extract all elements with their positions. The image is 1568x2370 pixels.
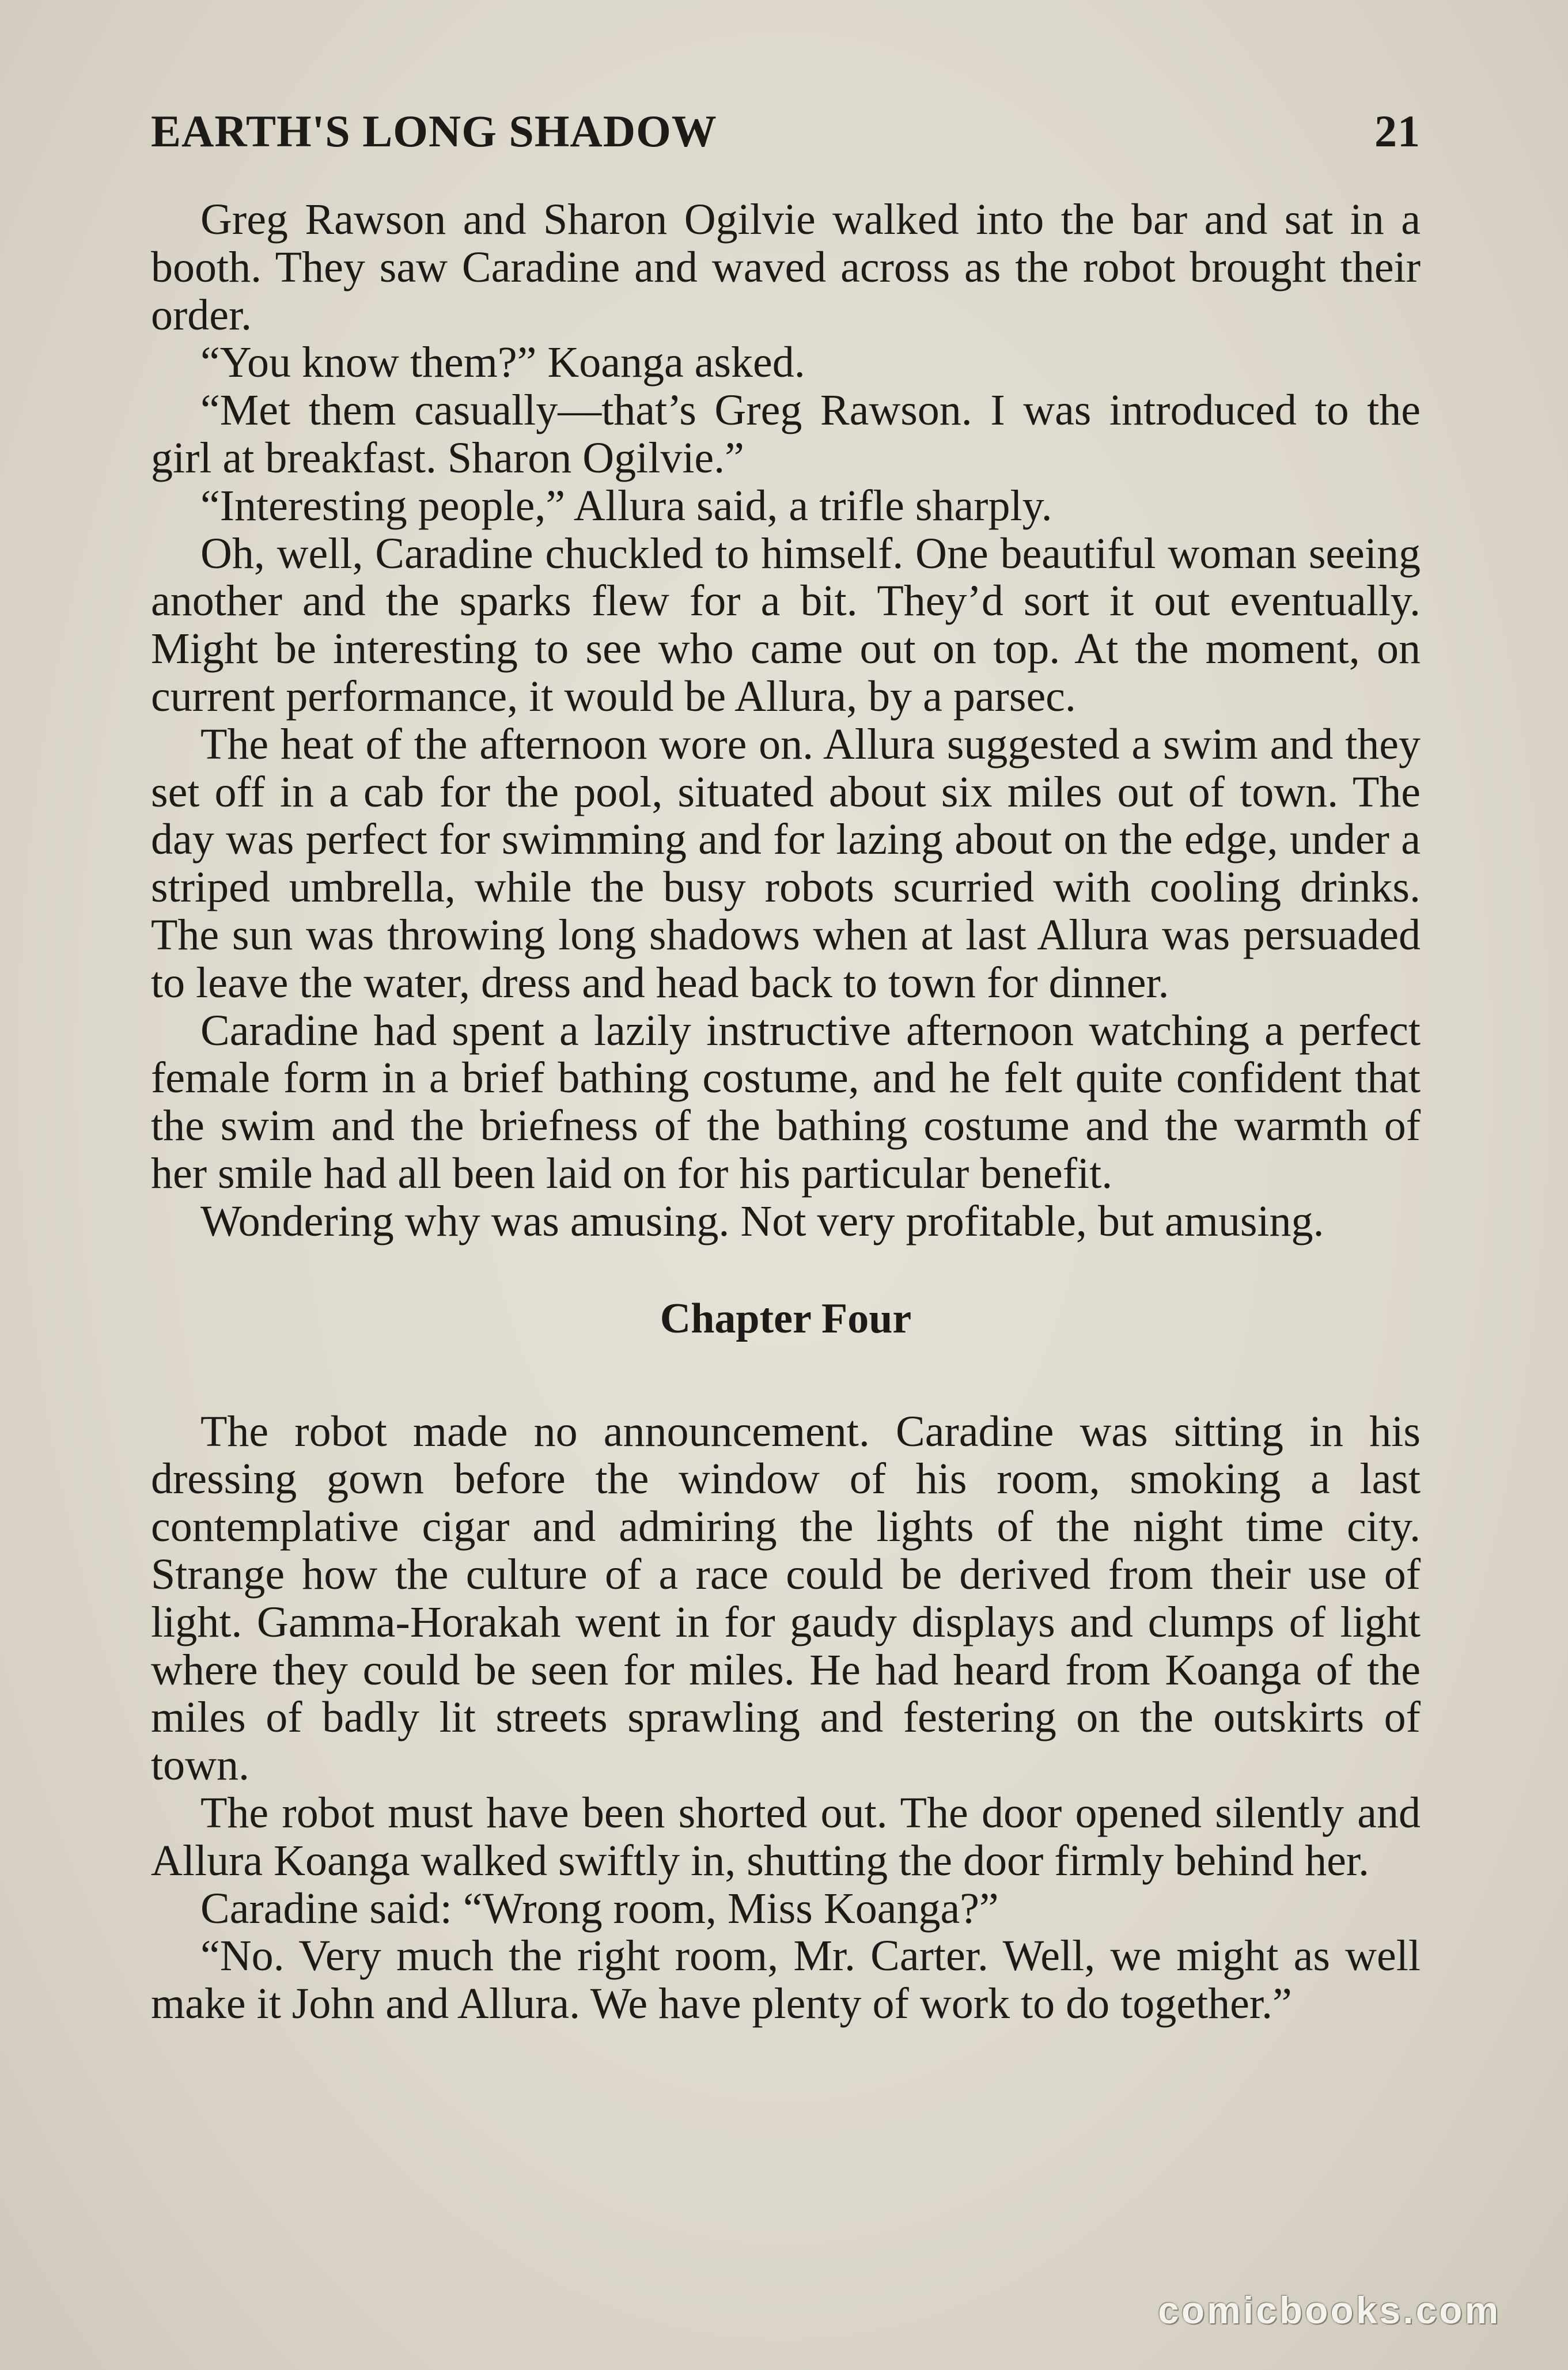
book-title: EARTH'S LONG SHADOW bbox=[151, 106, 717, 156]
paragraph: Greg Rawson and Sharon Ogilvie walked into the bar and sat in a booth. They saw Caradine and waved across as the robot brought their order. bbox=[151, 195, 1421, 339]
chapter-heading: Chapter Four bbox=[660, 1294, 912, 1342]
paragraph: The robot must have been shorted out. The door opened silently and Allura Koanga walked swiftly in, shutting the door firmly behind her. bbox=[151, 1788, 1421, 1885]
paragraph: Oh, well, Caradine chuckled to himself. One beautiful woman seeing another and the sparks flew for a bit. They’d sort it out eventually. Might be interesting to see who came out on top. At the moment, on current performance, it would be Allura, by a parsec. bbox=[151, 529, 1421, 721]
body-text bbox=[151, 196, 1421, 2028]
paragraph: Caradine said: “Wrong room, Miss Koanga?” bbox=[200, 1884, 999, 1933]
running-head bbox=[151, 97, 1421, 166]
paragraph: “Met them casually—that’s Greg Rawson. I was introduced to the girl at breakfast. Sharon Ogilvie.” bbox=[151, 386, 1421, 482]
paragraph: “No. Very much the right room, Mr. Carter. Well, we might as well make it John and Allura. We have plenty of work to do together.” bbox=[151, 1932, 1421, 2028]
paragraph: “You know them?” Koanga asked. bbox=[200, 338, 805, 387]
paragraph: The robot made no announcement. Caradine was sitting in his dressing gown before the window of his room, smoking a last contemplative cigar and admiring the lights of the night time city. Strange how the culture of a race could be derived from their use of light. Gamma-Horakah went in for gaudy displays and clumps of light where they could be seen for miles. He had heard from Koanga of the miles of badly lit streets sprawling and festering on the outskirts of town. bbox=[151, 1407, 1421, 1790]
paragraph: Caradine had spent a lazily instructive afternoon watching a perfect female form in a brief bathing costume, and he felt quite confident that the swim and the briefness of the bathing costume and the warmth of her smile had all been laid on for his particular benefit. bbox=[151, 1006, 1421, 1198]
page-number: 21 bbox=[1374, 106, 1421, 156]
paragraph: Wondering why was amusing. Not very profitable, but amusing. bbox=[200, 1197, 1324, 1245]
site-watermark: comicbooks.com bbox=[1158, 2289, 1501, 2331]
paragraph: The heat of the afternoon wore on. Allura suggested a swim and they set off in a cab for the pool, situated about six miles out of town. The day was perfect for swimming and for lazing about on the edge, under a striped umbrella, while the busy robots scurried with cooling drinks. The sun was throwing long shadows when at last Allura was persuaded to leave the water, dress and head back to town for dinner. bbox=[151, 720, 1421, 1007]
paragraph: “Interesting people,” Allura said, a trifle sharply. bbox=[200, 481, 1052, 530]
